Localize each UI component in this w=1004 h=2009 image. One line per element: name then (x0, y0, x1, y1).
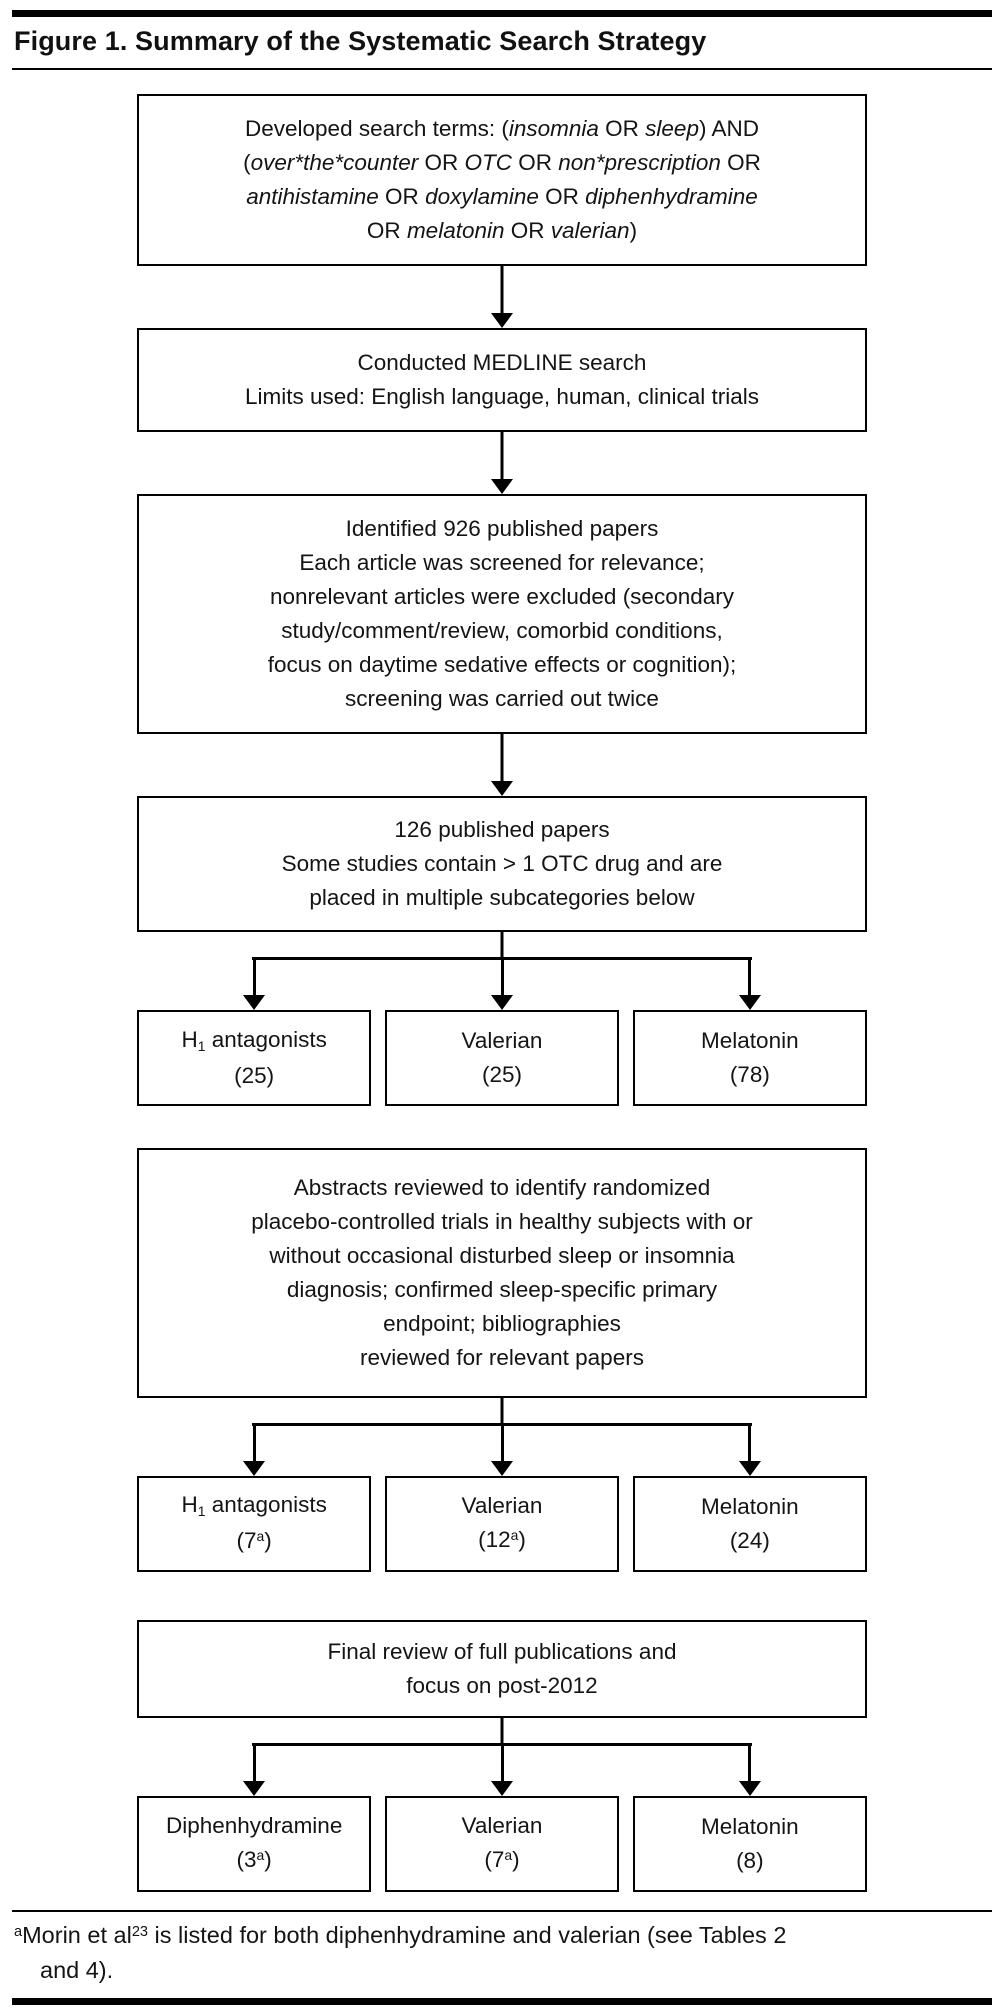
box-line: endpoint; bibliographies (383, 1311, 621, 1336)
category-box-valerian-initial (385, 1010, 619, 1106)
box-line: focus on daytime sedative effects or cognition); (267, 652, 737, 677)
arrow-shaft (501, 957, 504, 997)
category-label: H1 antagonists (181, 1027, 327, 1054)
arrowhead-icon (491, 1461, 513, 1476)
box-line: placed in multiple subcategories below (309, 885, 695, 910)
box-line: Limits used: English language, human, clinical trials (244, 384, 760, 409)
category-label: Diphenhydramine (165, 1813, 343, 1838)
arrowhead-icon (491, 479, 513, 494)
category-count: (8) (736, 1848, 764, 1873)
category-box-valerian-abstract (385, 1476, 619, 1572)
search-terms-box (137, 94, 867, 266)
arrowhead-icon (491, 1781, 513, 1796)
category-box-h1-antagonists-abstract (137, 1476, 371, 1572)
category-label: Valerian (461, 1028, 543, 1053)
box-line: Identified 926 published papers (345, 516, 659, 541)
category-label: Valerian (461, 1493, 543, 1518)
arrowhead-icon (491, 781, 513, 796)
flowchart (137, 94, 867, 1892)
arrowhead-icon (739, 1461, 761, 1476)
branch-connector (137, 932, 867, 1010)
arrow-shaft (748, 1423, 751, 1463)
branch-connector (137, 1398, 867, 1476)
category-count: (12$^a$) (478, 1527, 526, 1552)
figure-title: Figure 1. Summary of the Systematic Search Strategy (14, 26, 707, 56)
box-line: antihistamine OR doxylamine OR diphenhydramine (246, 184, 758, 209)
category-count: (24) (729, 1528, 770, 1553)
footnote-line: $^a$Morin et $al^{23}$ is listed for both diphenhydramine and valerian (see Tables 2 (14, 1922, 787, 1948)
category-label: Melatonin (701, 1494, 799, 1519)
category-count: (25) (481, 1062, 522, 1087)
arrow-down (137, 734, 867, 796)
box-line: Developed search terms: (insomnia OR sleep) AND (245, 116, 759, 141)
arrow-shaft (501, 734, 504, 783)
arrowhead-icon (739, 1781, 761, 1796)
arrow-shaft (253, 1423, 256, 1463)
category-box-melatonin-abstract (633, 1476, 867, 1572)
arrow-shaft (253, 957, 256, 997)
connector-stub (501, 1398, 504, 1425)
spacer (137, 1106, 867, 1148)
box-line: (over*the*counter OR OTC OR non*prescription OR (243, 150, 761, 175)
category-box-h1-antagonists-initial (137, 1010, 371, 1106)
box-line: without occasional disturbed sleep or insomnia (269, 1243, 735, 1268)
top-rule (12, 10, 992, 17)
category-label: H1 antagonists (181, 1492, 327, 1519)
connector-stub (501, 1718, 504, 1745)
bottom-rule (12, 1998, 992, 2005)
included-papers-box (137, 796, 867, 932)
final-review-box (137, 1620, 867, 1718)
arrowhead-icon (243, 1781, 265, 1796)
box-line: Final review of full publications and (327, 1639, 677, 1664)
box-line: screening was carried out twice (345, 686, 659, 711)
figure-footnote (12, 1912, 992, 1998)
category-count: (3$^a$) (236, 1847, 272, 1872)
category-label: Melatonin (701, 1028, 799, 1053)
arrow-shaft (748, 1743, 751, 1783)
arrow-shaft (253, 1743, 256, 1783)
arrow-shaft (501, 1743, 504, 1783)
category-box-melatonin-initial (633, 1010, 867, 1106)
footnote-line: and 4). (40, 1957, 114, 1983)
category-count: (7$^a$) (236, 1528, 272, 1553)
arrow-shaft (501, 1423, 504, 1463)
box-line: diagnosis; confirmed sleep-specific primary (286, 1277, 718, 1302)
category-label: Valerian (461, 1813, 543, 1838)
box-line: Each article was screened for relevance; (299, 550, 705, 575)
box-line: study/comment/review, comorbid conditions, (281, 618, 723, 643)
category-label: Melatonin (701, 1814, 799, 1839)
box-line: Conducted MEDLINE search (357, 350, 647, 375)
abstract-review-box (137, 1148, 867, 1398)
category-count: (25) (234, 1063, 275, 1088)
box-line: placebo-controlled trials in healthy subjects with or (251, 1209, 753, 1234)
category-box-diphenhydramine-final (137, 1796, 371, 1892)
arrowhead-icon (243, 1461, 265, 1476)
screening-box (137, 494, 867, 734)
category-box-valerian-final (385, 1796, 619, 1892)
box-line: 126 published papers (394, 817, 610, 842)
category-row-abstract (137, 1476, 867, 1572)
category-row-initial (137, 1010, 867, 1106)
arrowhead-icon (491, 313, 513, 328)
medline-search-box (137, 328, 867, 432)
title-underline (12, 68, 992, 70)
branch-connector (137, 1718, 867, 1796)
box-line: Some studies contain > 1 OTC drug and are (281, 851, 723, 876)
arrowhead-icon (739, 995, 761, 1010)
box-line: reviewed for relevant papers (360, 1345, 644, 1370)
category-count: (78) (729, 1062, 770, 1087)
spacer (137, 1572, 867, 1620)
arrow-down (137, 432, 867, 494)
arrow-shaft (748, 957, 751, 997)
box-line: Abstracts reviewed to identify randomized (293, 1175, 711, 1200)
arrowhead-icon (243, 995, 265, 1010)
connector-stub (501, 932, 504, 959)
category-count: (7$^a$) (484, 1847, 520, 1872)
box-line: focus on post-2012 (406, 1673, 598, 1698)
arrowhead-icon (491, 995, 513, 1010)
box-line: OR melatonin OR valerian) (366, 218, 638, 243)
box-line: nonrelevant articles were excluded (secondary (270, 584, 734, 609)
category-row-final (137, 1796, 867, 1892)
category-box-melatonin-final (633, 1796, 867, 1892)
arrow-down (137, 266, 867, 328)
arrow-shaft (501, 432, 504, 481)
arrow-shaft (501, 266, 504, 315)
